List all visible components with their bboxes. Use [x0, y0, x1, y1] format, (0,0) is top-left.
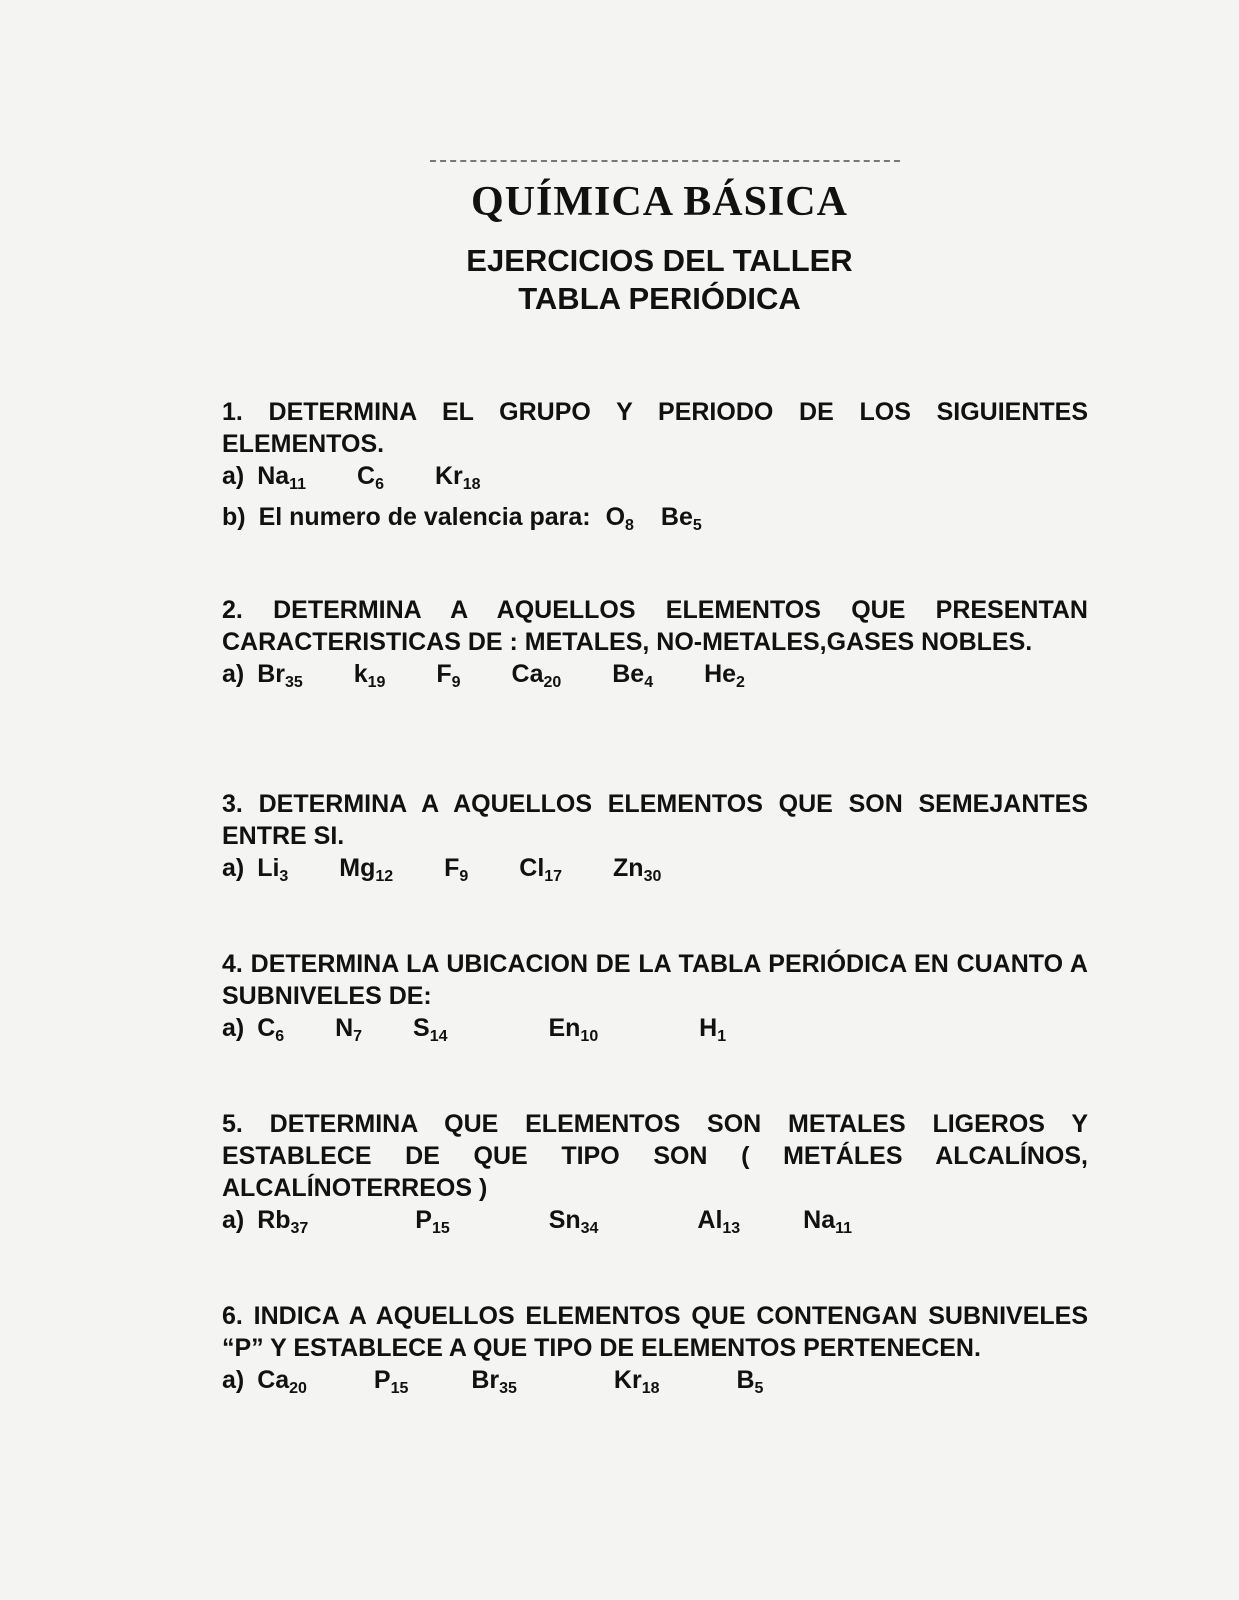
element-symbol: $Mg_{12}$: [339, 854, 394, 885]
exercise-2: [222, 594, 1088, 699]
element-symbol: $C_6$: [357, 462, 384, 493]
element-symbol: $N_7$: [335, 1014, 363, 1045]
element-symbol: $F_9$: [444, 854, 469, 885]
element-symbol: $Rb_{37}$: [257, 1206, 309, 1237]
exercise-statement: 3. DETERMINA A AQUELLOS ELEMENTOS QUE SON SEMEJANTES ENTRE SI.: [222, 790, 1088, 850]
element-symbol: $Al_{13}$: [697, 1206, 741, 1237]
exercise-items-b: [222, 501, 1088, 542]
element-symbol: $Zn_{30}$: [613, 854, 662, 885]
element-symbol: $F_9$: [436, 660, 461, 691]
element-symbol: $O_8$: [605, 503, 634, 534]
item-label-a: a): [222, 1366, 245, 1394]
exercise-statement: 6. INDICA A AQUELLOS ELEMENTOS QUE CONTENGAN SUBNIVELES “P” Y ESTABLECE A QUE TIPO DE ELEMENTOS PERTENECEN.: [222, 1302, 1088, 1362]
element-symbol: $Be_5$: [660, 503, 702, 534]
element-symbol: $k_{19}$: [353, 660, 386, 691]
element-symbol: $Na_{11}$: [803, 1206, 853, 1237]
exercise-items-a: [222, 658, 1088, 699]
exercise-1: [222, 396, 1088, 542]
exercise-statement: 2. DETERMINA A AQUELLOS ELEMENTOS QUE PRESENTAN CARACTERISTICAS DE : METALES, NO-METALES,GASES NOBLES.: [222, 596, 1088, 656]
exercise-4: [222, 948, 1088, 1053]
element-symbol: $Na_{11}$: [257, 462, 307, 493]
item-b-text: El numero de valencia para:: [258, 503, 591, 531]
element-symbol: $En_{10}$: [548, 1014, 599, 1045]
exercise-5: [222, 1108, 1088, 1245]
item-label-a: a): [222, 660, 245, 688]
exercise-items-a: [222, 1012, 1088, 1053]
element-symbol: $Br_{35}$: [257, 660, 303, 691]
element-symbol: $H_1$: [699, 1014, 727, 1045]
element-symbol: $P_{15}$: [373, 1366, 409, 1397]
element-symbol: $Ca_{20}$: [511, 660, 562, 691]
item-label-a: a): [222, 1014, 245, 1042]
item-label-a: a): [222, 854, 245, 882]
element-symbol: $Cl_{17}$: [519, 854, 563, 885]
exercise-items-a: [222, 852, 1088, 893]
element-symbol: $Sn_{34}$: [548, 1206, 599, 1237]
exercise-statement: 1. DETERMINA EL GRUPO Y PERIODO DE LOS SIGUIENTES ELEMENTOS.: [222, 398, 1088, 458]
item-label-a: a): [222, 462, 245, 490]
element-symbol: $He_2$: [704, 660, 745, 691]
exercise-statement: 5. DETERMINA QUE ELEMENTOS SON METALES LIGEROS Y ESTABLECE DE QUE TIPO SON ( METÁLES ALCALÍNOS, ALCALÍNOTERREOS ): [222, 1110, 1088, 1202]
element-symbol: $C_6$: [257, 1014, 285, 1045]
element-symbol: $Li_3$: [257, 854, 289, 885]
element-symbol: $Kr_{18}$: [613, 1366, 660, 1397]
item-label-b: b): [222, 503, 246, 531]
page-subtitle-workshop: EJERCICIOS DEL TALLER: [466, 243, 853, 278]
element-symbol: $P_{15}$: [415, 1206, 450, 1237]
exercise-3: [222, 788, 1088, 893]
exercise-6: [222, 1300, 1088, 1405]
item-label-a: a): [222, 1206, 245, 1234]
exercise-statement: 4. DETERMINA LA UBICACION DE LA TABLA PERIÓDICA EN CUANTO A SUBNIVELES DE:: [222, 950, 1088, 1010]
element-symbol: $Br_{35}$: [471, 1366, 517, 1397]
page-subtitle-topic: TABLA PERIÓDICA: [518, 281, 801, 316]
element-symbol: $Kr_{18}$: [434, 462, 481, 493]
page-title: QUÍMICA BÁSICA: [471, 179, 848, 225]
element-symbol: $B_5$: [736, 1366, 764, 1397]
exercise-items-a: [222, 460, 1088, 501]
header-rule: [430, 160, 900, 162]
element-symbol: $S_{14}$: [413, 1014, 448, 1045]
element-symbol: $Be_4$: [612, 660, 654, 691]
element-symbol: $Ca_{20}$: [257, 1366, 307, 1397]
exercise-items-a: [222, 1364, 1088, 1405]
exercise-items-a: [222, 1204, 1088, 1245]
